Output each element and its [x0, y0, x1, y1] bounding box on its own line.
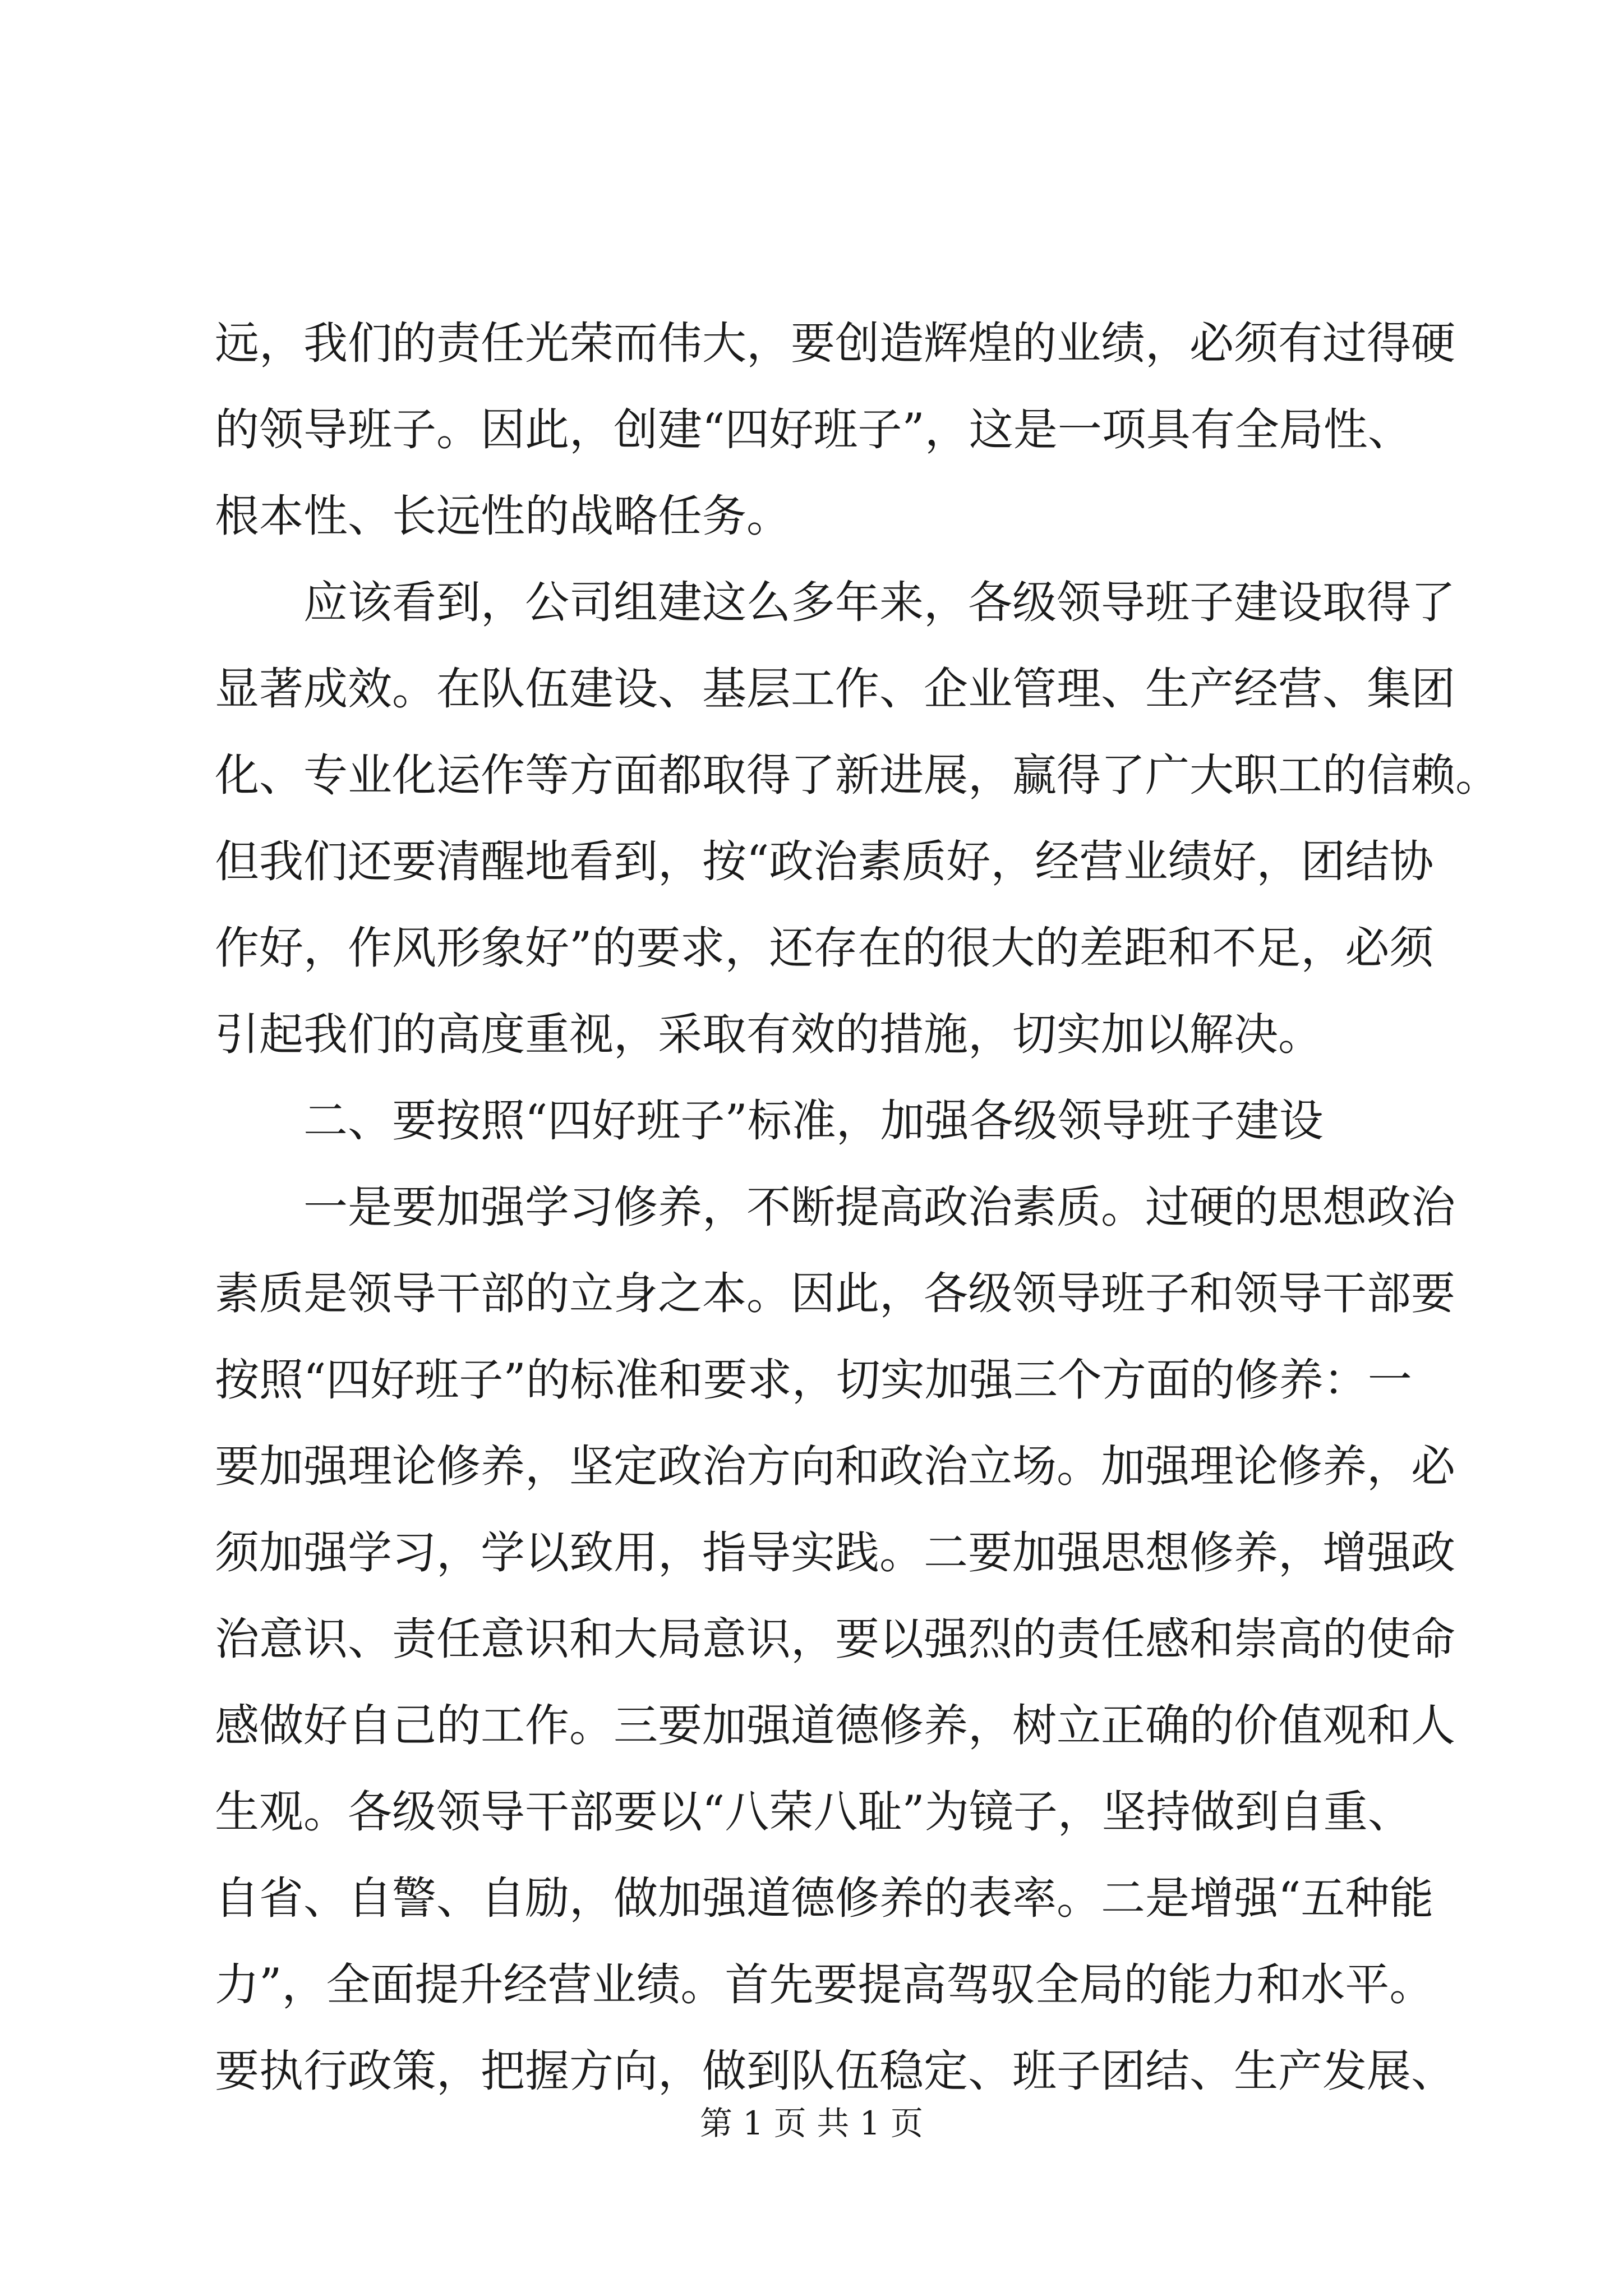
text-line: 自省、自警、自励，做加强道德修养的表率。二是增强“五种能 — [215, 1872, 1434, 1924]
text-line: 化、专业化运作等方面都取得了新进展，赢得了广大职工的信赖。 — [215, 749, 1500, 801]
text-line: 须加强学习，学以致用，指导实践。二要加强思想修养，增强政 — [215, 1527, 1455, 1579]
text-line: 治意识、责任意识和大局意识，要以强烈的责任感和崇高的使命 — [215, 1613, 1455, 1665]
text-line: 素质是领导干部的立身之本。因此，各级领导班子和领导干部要 — [215, 1268, 1455, 1319]
text-line: 要加强理论修养，坚定政治方向和政治立场。加强理论修养，必 — [215, 1441, 1455, 1492]
text-line: 的领导班子。因此，创建“四好班子”，这是一项具有全局性、 — [215, 404, 1412, 455]
text-line: 一是要加强学习修养，不断提高政治素质。过硬的思想政治 — [215, 1181, 1455, 1233]
page-footer: 第 1 页 共 1 页 — [700, 2104, 923, 2142]
text-line: 远，我们的责任光荣而伟大，要创造辉煌的业绩，必须有过得硬 — [215, 318, 1455, 369]
text-line: 要执行政策，把握方向，做到队伍稳定、班子团结、生产发展、 — [215, 2045, 1455, 2097]
text-line: 根本性、长远性的战略任务。 — [215, 490, 791, 542]
text-line: 力”，全面提升经营业绩。首先要提高驾驭全局的能力和水平。 — [215, 1959, 1434, 2010]
text-line: 但我们还要清醒地看到，按“政治素质好，经营业绩好，团结协 — [215, 836, 1434, 887]
document-body — [215, 300, 1500, 2114]
text-line: 按照“四好班子”的标准和要求，切实加强三个方面的修养：一 — [215, 1354, 1412, 1406]
text-line: 显著成效。在队伍建设、基层工作、企业管理、生产经营、集团 — [215, 663, 1455, 715]
section-heading: 二、要按照“四好班子”标准，加强各级领导班子建设 — [215, 1095, 1324, 1147]
text-line: 作好，作风形象好”的要求，还存在的很大的差距和不足，必须 — [215, 922, 1434, 974]
text-line: 生观。各级领导干部要以“八荣八耻”为镜子，坚持做到自重、 — [215, 1786, 1412, 1838]
text-line: 引起我们的高度重视，采取有效的措施，切实加以解决。 — [215, 1009, 1322, 1060]
text-line: 感做好自己的工作。三要加强道德修养，树立正确的价值观和人 — [215, 1700, 1455, 1751]
text-line: 应该看到，公司组建这么多年来，各级领导班子建设取得了 — [215, 577, 1455, 628]
